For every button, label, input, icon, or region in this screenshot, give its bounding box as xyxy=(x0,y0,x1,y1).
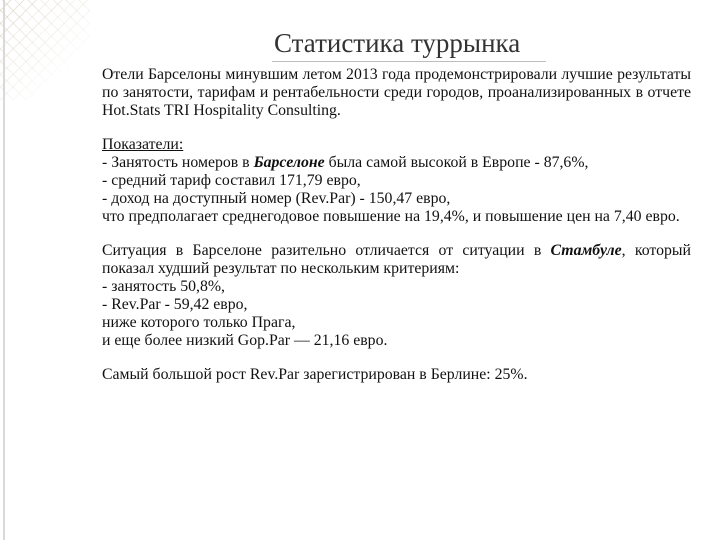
istanbul-occupancy-line: - занятость 50,8%, xyxy=(102,278,225,295)
title-underline xyxy=(272,61,546,62)
avg-rate-line: - средний тариф составил 171,79 евро, xyxy=(102,172,361,189)
istanbul-emphasis: Стамбуле xyxy=(550,242,622,259)
occupancy-line: - Занятость номеров в Барселоне была самой высокой в Европе - 87,6%, xyxy=(102,154,589,171)
barcelona-emphasis: Барселоне xyxy=(253,154,325,171)
berlin-line: Самый большой рост Rev.Par зарегистрирован в Берлине: 25%. xyxy=(102,366,528,383)
slide-left-border xyxy=(3,0,5,540)
goppar-line: и еще более низкий Gop.Par — 21,16 евро. xyxy=(102,332,388,349)
indicators-block xyxy=(102,136,691,226)
prague-line: ниже которого только Прага, xyxy=(102,314,296,331)
corner-decoration xyxy=(0,0,90,100)
indicators-heading: Показатели: xyxy=(102,136,184,153)
intro-paragraph: Отели Барселоны минувшим летом 2013 года продемонстрировали лучшие результаты по занятости, тарифам и рентабельности среди городов, проанализированных в отчете Hot.Stats TRI Hospitality Consulting. xyxy=(102,66,691,119)
slide-body xyxy=(102,66,691,384)
istanbul-paragraph: Ситуация в Барселоне разительно отличается от ситуации в Стамбуле, который показал худший результат по нескольким критериям: xyxy=(102,242,691,277)
slide-title: Статистика туррынка xyxy=(274,28,521,58)
growth-line: что предполагает среднегодовое повышение на 19,4%, и повышение цен на 7,40 евро. xyxy=(102,208,680,225)
revpar-line: - доход на доступный номер (Rev.Par) - 150,47 евро, xyxy=(102,190,451,207)
istanbul-revpar-line: - Rev.Par - 59,42 евро, xyxy=(102,296,248,313)
istanbul-block xyxy=(102,242,691,350)
